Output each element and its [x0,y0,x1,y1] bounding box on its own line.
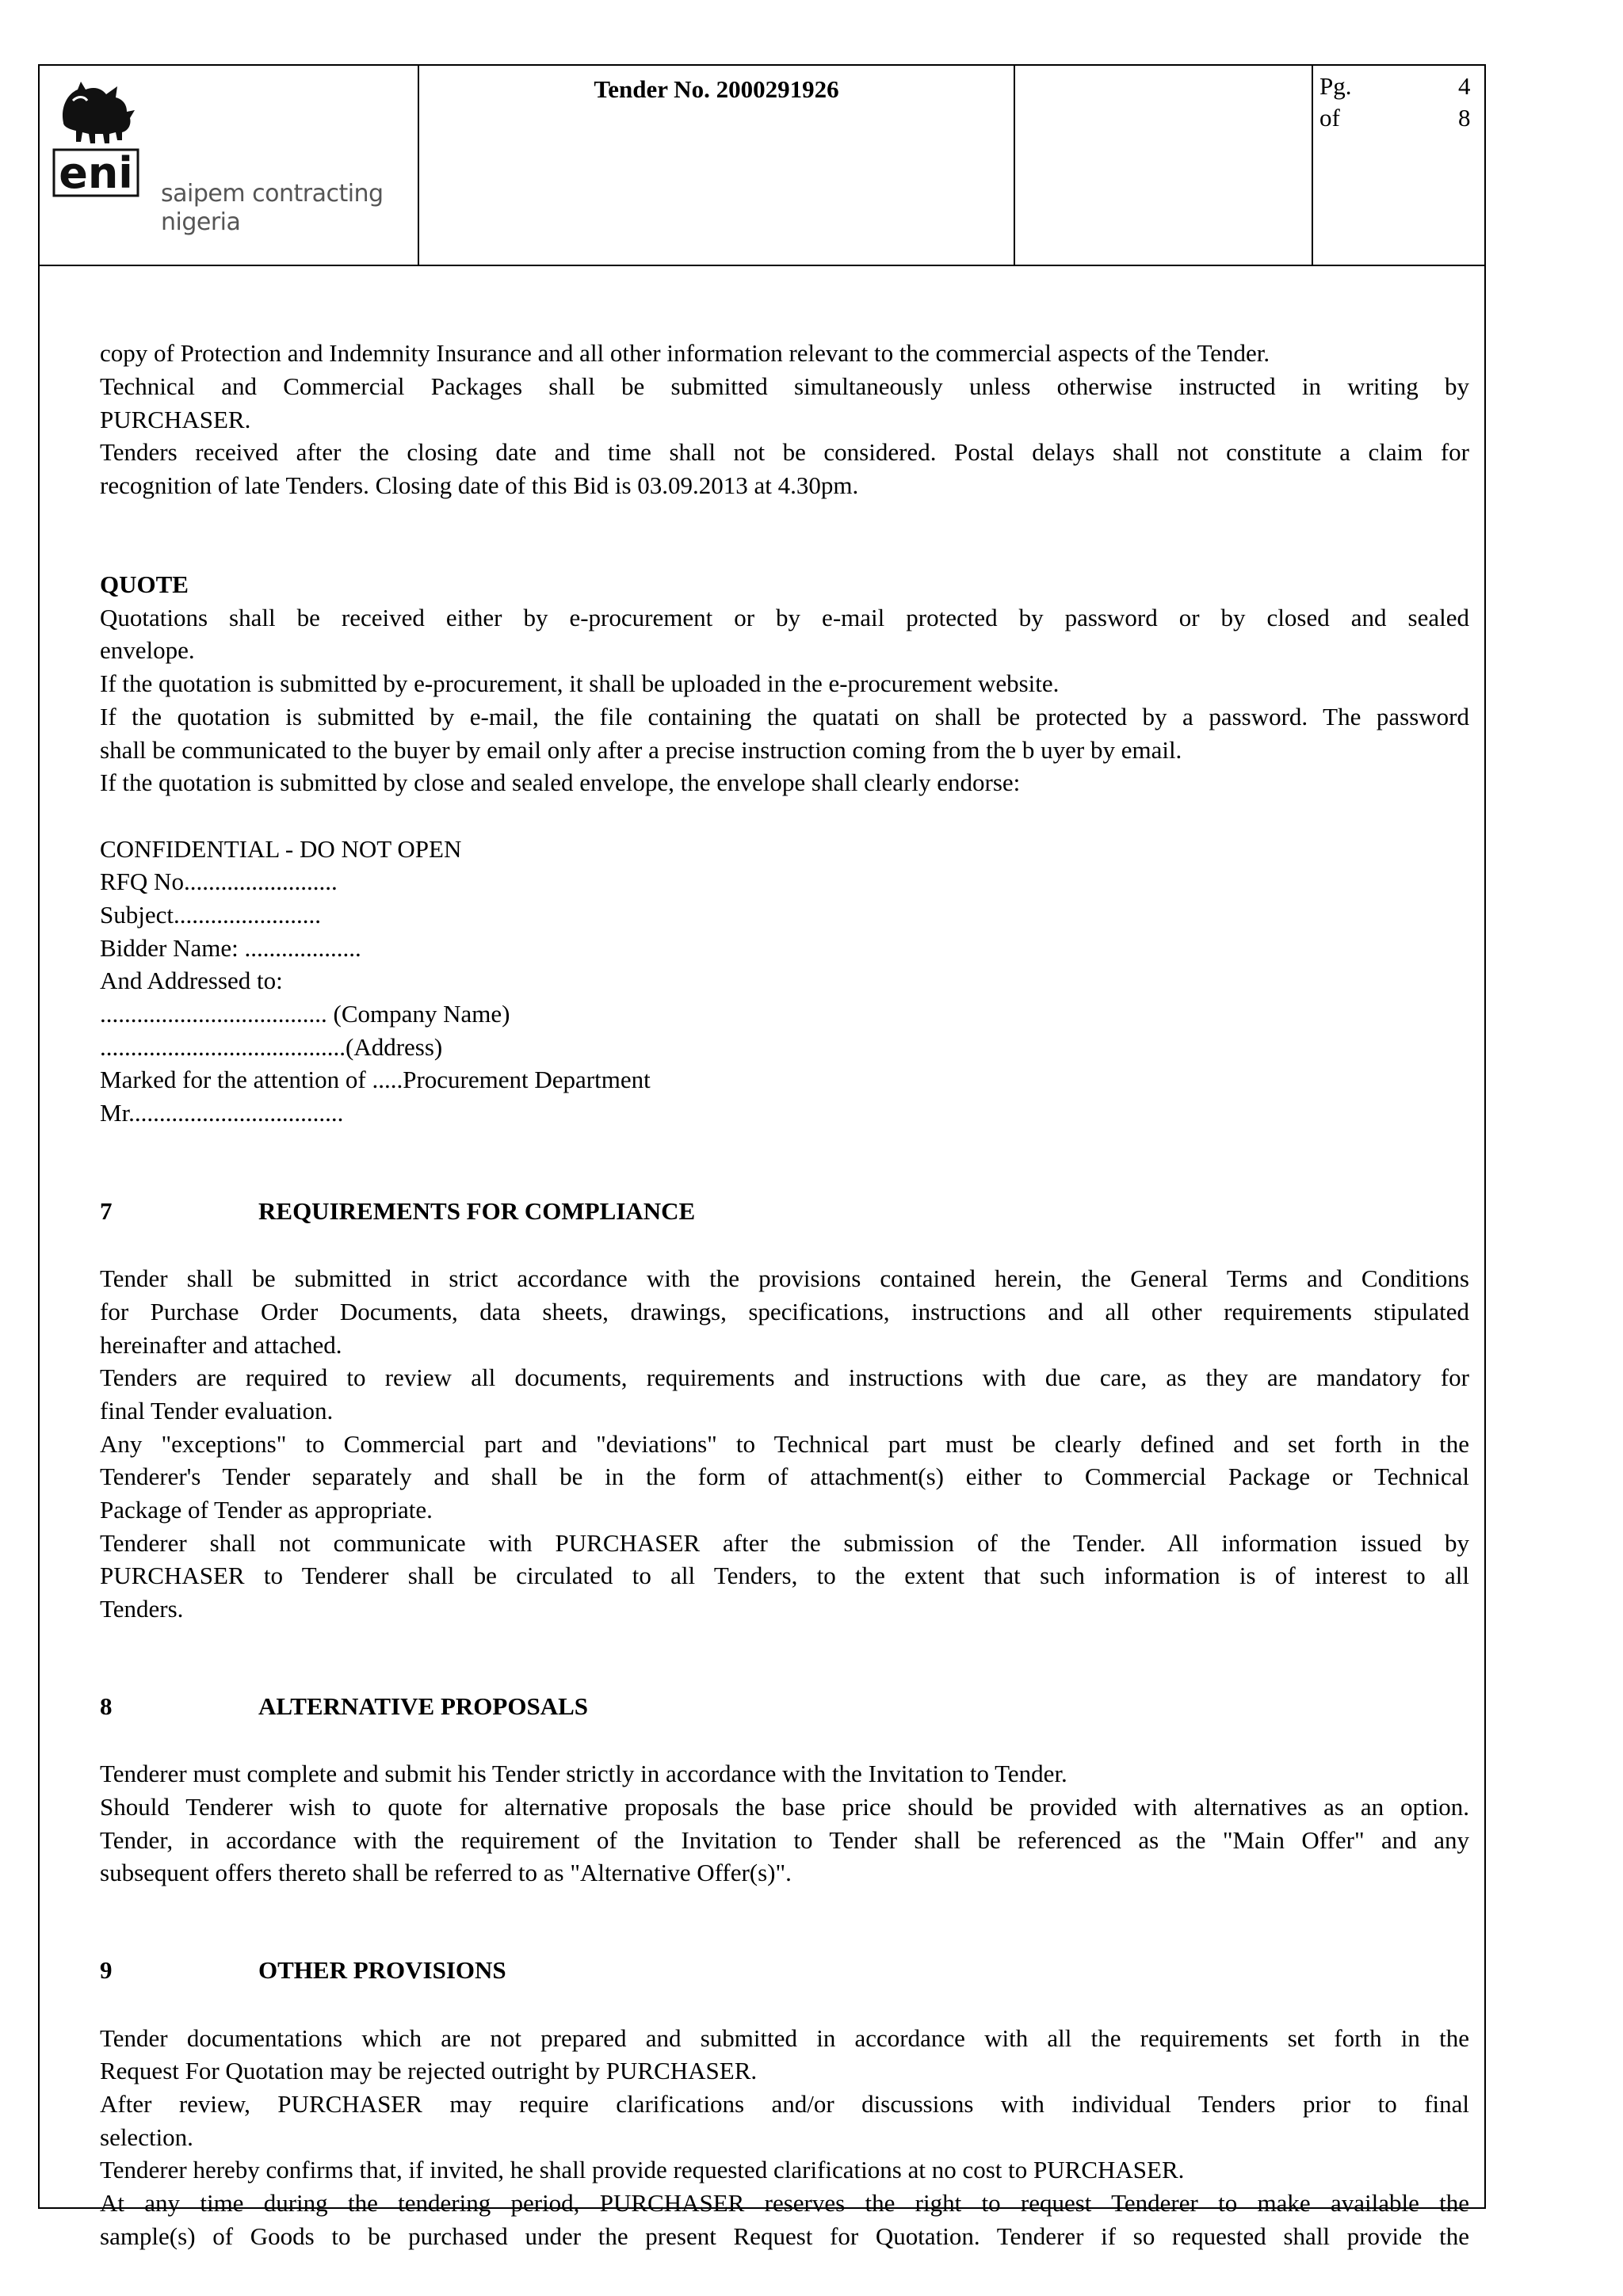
company-name-line1: saipem contracting [161,180,384,208]
text-line: If the quotation is submitted by close and sealed envelope, the envelope shall clearly endorse: [100,769,1021,796]
text-line: Tenderer shall not communicate with PURCHASER after the submission of the Tender. All information issued by [100,1529,1469,1557]
text-line: for Purchase Order Documents, data sheets, drawings, specifications, instructions and all other requirements stipulated [100,1298,1469,1325]
envelope-line: Subject........................ [100,901,321,929]
text-line: Quotations shall be received either by e-procurement or by e-mail protected by password or by closed and sealed [100,604,1469,631]
logo-cell [40,66,419,265]
page-total: 8 [1458,104,1471,132]
eni-logo-icon [49,77,144,227]
text-line: If the quotation is submitted by e-mail, the file containing the quatati on shall be protected by a password. The password [100,703,1469,730]
text-line: At any time during the tendering period, PURCHASER reserves the right to request Tenderer to make available the [100,2189,1469,2217]
text-line: If the quotation is submitted by e-procurement, it shall be uploaded in the e-procurement website. [100,669,1060,697]
envelope-line: ..................................... (Company Name) [100,1000,510,1028]
blank-header-cell [1015,66,1313,265]
page-label: Pg. [1319,72,1352,100]
envelope-line: CONFIDENTIAL - DO NOT OPEN [100,835,462,863]
text-line: copy of Protection and Indemnity Insurance and all other information relevant to the commercial aspects of the Tender. [100,339,1270,367]
section-7-title: REQUIREMENTS FOR COMPLIANCE [258,1197,696,1225]
text-line: Should Tenderer wish to quote for alternative proposals the base price should be provided with alternatives as an option. [100,1793,1469,1821]
text-line: After review, PURCHASER may require clarifications and/or discussions with individual Tenders prior to final [100,2090,1469,2118]
section-8-title: ALTERNATIVE PROPOSALS [258,1692,589,1720]
envelope-line: RFQ No......................... [100,868,338,895]
section-8-number: 8 [100,1692,113,1720]
text-line: Package of Tender as appropriate. [100,1496,433,1524]
of-label: of [1319,104,1340,132]
text-line: recognition of late Tenders. Closing date of this Bid is 03.09.2013 at 4.30pm. [100,471,859,499]
text-line: PURCHASER to Tenderer shall be circulated to all Tenders, to the extent that such information is of interest to all [100,1562,1469,1589]
company-name [161,180,384,237]
company-name-line2: nigeria [161,208,241,236]
text-line: shall be communicated to the buyer by email only after a precise instruction coming from the b uyer by email. [100,736,1182,764]
text-line: Tender, in accordance with the requirement of the Invitation to Tender shall be referenced as the "Main Offer" and any [100,1826,1469,1854]
text-line: Tenderer must complete and submit his Tender strictly in accordance with the Invitation to Tender. [100,1760,1067,1787]
text-line: sample(s) of Goods to be purchased under the present Request for Quotation. Tenderer if so requested shall provide the [100,2222,1469,2250]
envelope-line: And Addressed to: [100,967,283,994]
text-line: Tenders received after the closing date and time shall not be considered. Postal delays shall not constitute a claim for [100,438,1469,466]
text-line: Tenders are required to review all documents, requirements and instructions with due care, as they are mandatory for [100,1363,1469,1391]
section-9-number: 9 [100,1956,113,1984]
envelope-line: Bidder Name: ................... [100,934,361,962]
text-line: Tender documentations which are not prepared and submitted in accordance with all the requirements set forth in the [100,2024,1469,2052]
text-line: Tender shall be submitted in strict accordance with the provisions contained herein, the General Terms and Conditions [100,1264,1469,1292]
quote-heading: QUOTE [100,570,189,598]
text-line: Request For Quotation may be rejected outright by PURCHASER. [100,2057,758,2084]
document-header [40,66,1484,266]
envelope-line: Mr................................... [100,1099,344,1127]
envelope-line: ........................................(Address) [100,1033,443,1061]
section-9-title: OTHER PROVISIONS [258,1956,506,1984]
tender-number: Tender No. 2000291926 [594,75,839,103]
svg-text:eni: eni [59,148,133,198]
section-7-number: 7 [100,1197,113,1225]
text-line: envelope. [100,636,195,664]
envelope-line: Marked for the attention of .....Procurement Department [100,1066,651,1093]
text-line: selection. [100,2123,193,2151]
text-line: Tenderer hereby confirms that, if invited, he shall provide requested clarifications at no cost to PURCHASER. [100,2156,1185,2183]
text-line: Technical and Commercial Packages shall be submitted simultaneously unless otherwise instructed in writing by [100,372,1469,400]
page-number: 4 [1458,72,1471,100]
page-frame [38,64,1486,2250]
text-line: subsequent offers thereto shall be referred to as "Alternative Offer(s)". [100,1859,792,1886]
text-line: Any "exceptions" to Commercial part and "deviations" to Technical part must be clearly defined and set forth in the [100,1430,1469,1458]
text-line: hereinafter and attached. [100,1331,342,1359]
text-line: Tenderer's Tender separately and shall be in the form of attachment(s) either to Commercial Package or Technical [100,1463,1469,1490]
text-line: Tenders. [100,1595,184,1623]
text-line: PURCHASER. [100,406,251,433]
tender-cell [419,66,1015,265]
text-line: final Tender evaluation. [100,1397,334,1425]
page-number-cell [1313,66,1486,265]
